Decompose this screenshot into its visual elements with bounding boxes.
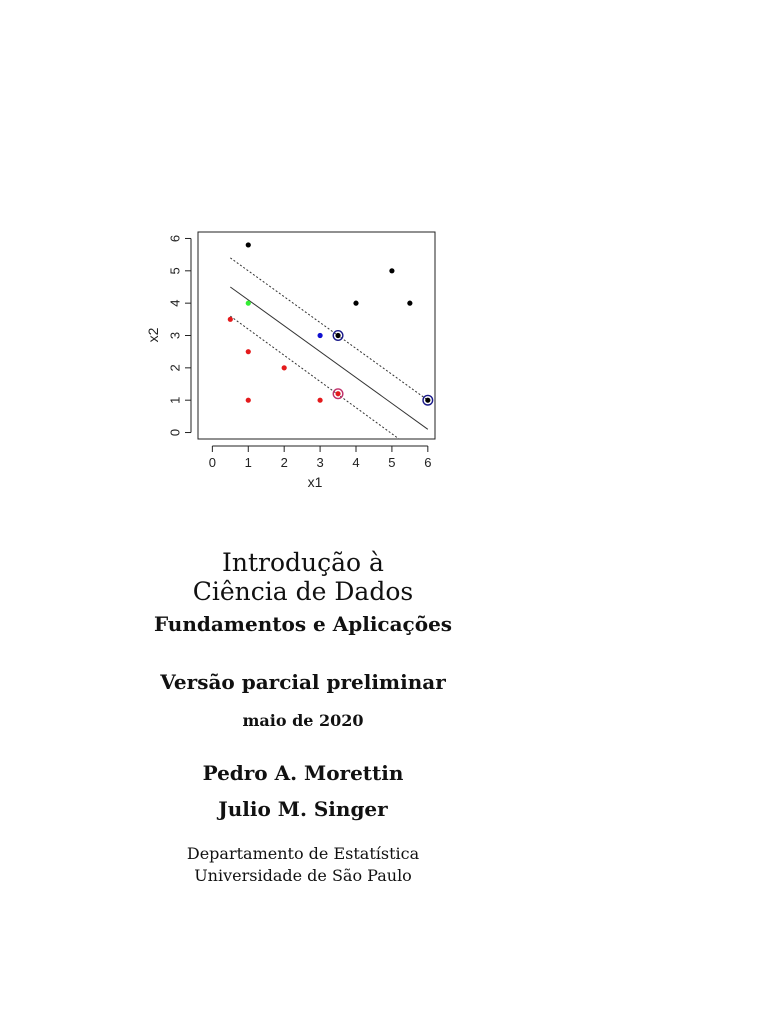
title-line-2: Ciência de Dados (192, 577, 414, 606)
x-tick-label: 5 (388, 455, 396, 470)
x-tick-label: 0 (208, 455, 216, 470)
y-tick-label: 6 (167, 234, 183, 243)
publication-date: maio de 2020 (242, 711, 364, 730)
data-point-red (246, 349, 251, 354)
department-name: Departamento de Estatística (186, 844, 420, 863)
x-tick-label: 3 (316, 455, 324, 470)
lines-layer (230, 258, 428, 439)
decision-boundary (230, 287, 428, 429)
y-axis-label: x2 (145, 327, 161, 343)
university-name: Universidade de São Paulo (194, 866, 412, 885)
margin-upper (230, 258, 428, 400)
margin-lower (230, 316, 399, 439)
data-point-black (407, 301, 412, 306)
y-tick-label: 4 (167, 299, 183, 307)
plot-frame (198, 232, 435, 439)
x-tick-label: 6 (424, 455, 432, 470)
x-axis-label: x1 (307, 474, 323, 490)
y-tick-label: 0 (167, 428, 183, 437)
data-point-red (246, 398, 251, 403)
y-tick-label: 5 (167, 267, 183, 275)
author-name: Julio M. Singer (218, 797, 388, 821)
data-point-black (389, 268, 394, 273)
data-point-black (353, 301, 358, 306)
author-name: Pedro A. Morettin (202, 761, 404, 785)
y-tick-label: 1 (167, 396, 183, 404)
x-tick-label: 4 (352, 455, 360, 470)
data-point-red (335, 391, 340, 396)
data-point-green (246, 301, 251, 306)
affiliation (0, 843, 606, 887)
x-tick-label: 1 (244, 455, 252, 470)
title-line-1: Introdução à (222, 548, 384, 577)
book-subtitle: Fundamentos e Aplicações (153, 612, 453, 636)
y-tick-label: 3 (167, 331, 183, 340)
data-point-blue (317, 333, 322, 338)
data-point-red (282, 365, 287, 370)
y-tick-label: 2 (167, 364, 183, 372)
book-title (0, 548, 606, 606)
data-point-black (335, 333, 340, 338)
data-point-red (317, 398, 322, 403)
data-point-black (425, 398, 430, 403)
version-note: Versão parcial preliminar (160, 670, 446, 694)
svm-scatter-plot (140, 222, 450, 502)
data-point-red (228, 317, 233, 322)
data-point-black (246, 242, 251, 247)
points-layer (228, 242, 433, 405)
x-tick-label: 2 (280, 455, 288, 470)
